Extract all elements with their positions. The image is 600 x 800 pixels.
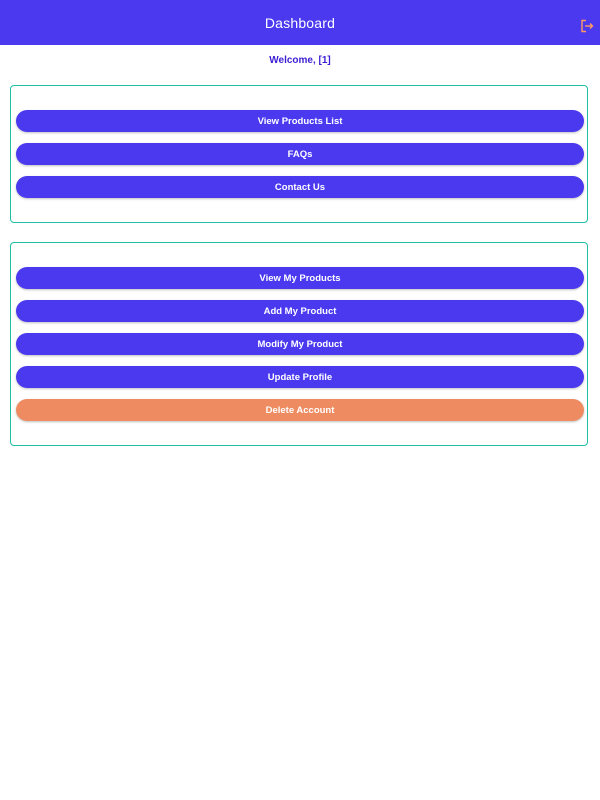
public-actions-card	[10, 85, 588, 223]
view-products-list-button[interactable]: View Products List	[16, 110, 584, 132]
delete-account-button[interactable]: Delete Account	[16, 399, 584, 421]
account-actions-card	[10, 242, 588, 446]
logout-button[interactable]	[580, 19, 594, 33]
page-title: Dashboard	[264, 14, 336, 31]
add-my-product-button[interactable]: Add My Product	[16, 300, 584, 322]
app-header	[0, 0, 600, 45]
welcome-message: Welcome, [1]	[269, 55, 331, 66]
update-profile-button[interactable]: Update Profile	[16, 366, 584, 388]
faqs-button[interactable]: FAQs	[16, 143, 584, 165]
view-my-products-button[interactable]: View My Products	[16, 267, 584, 289]
contact-us-button[interactable]: Contact Us	[16, 176, 584, 198]
modify-my-product-button[interactable]: Modify My Product	[16, 333, 584, 355]
logout-icon	[580, 19, 594, 33]
